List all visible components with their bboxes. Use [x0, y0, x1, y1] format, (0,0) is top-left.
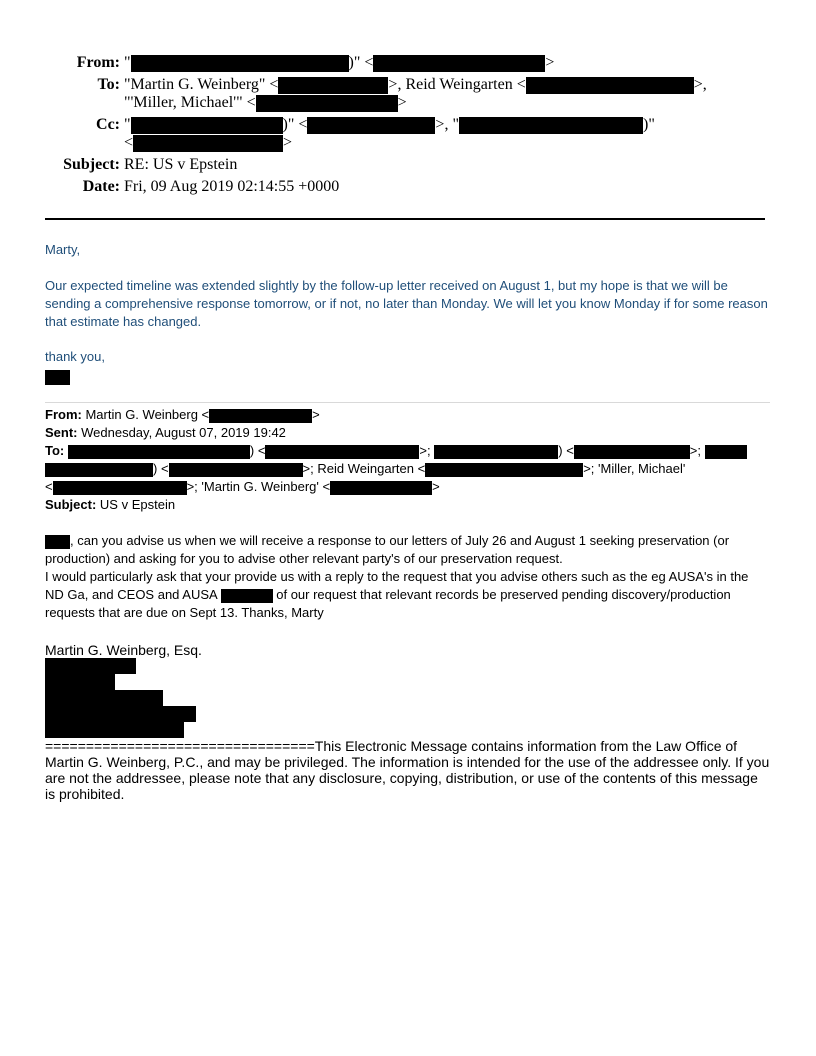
redaction	[425, 463, 583, 477]
quoted-separator	[45, 402, 770, 403]
quoted-from-name: Martin G. Weinberg	[85, 407, 198, 422]
cc-label: Cc:	[96, 116, 120, 133]
redaction	[53, 481, 187, 495]
quoted-to-name: 'Miller, Michael'	[598, 461, 686, 476]
quoted-to-line3: < >; 'Martin G. Weinberg' < >	[45, 479, 440, 494]
signature-redaction-block	[45, 658, 205, 738]
reply-closing: thank you,	[45, 349, 105, 364]
redaction	[574, 445, 690, 459]
redaction	[45, 674, 115, 690]
redaction	[45, 535, 70, 549]
quoted-sent-label: Sent:	[45, 425, 78, 440]
quoted-from-label: From:	[45, 407, 82, 422]
quoted-to-name: Reid Weingarten	[317, 461, 414, 476]
redaction	[131, 55, 349, 72]
to-value-line2: "'Miller, Michael'" < >	[124, 94, 407, 111]
redaction	[45, 722, 184, 738]
quoted-to-line1: To: ) < >; ) < >;	[45, 442, 747, 460]
quoted-subject	[45, 496, 175, 514]
quoted-to-line2: ) < >; Reid Weingarten < >; 'Miller, Michael'	[45, 460, 685, 478]
redaction	[373, 55, 545, 72]
quoted-sent	[45, 424, 286, 442]
from-value: " )" < >	[124, 54, 555, 71]
redaction	[256, 95, 398, 112]
redaction	[221, 589, 273, 603]
date-label: Date:	[82, 178, 120, 195]
quoted-sent-value: Wednesday, August 07, 2019 19:42	[81, 425, 286, 440]
redaction	[169, 463, 303, 477]
redaction	[45, 706, 196, 722]
redaction	[459, 117, 643, 134]
quoted-to-name: 'Martin G. Weinberg'	[201, 479, 319, 494]
redaction	[131, 117, 283, 134]
redaction	[133, 135, 283, 152]
redaction	[434, 445, 558, 459]
redaction	[307, 117, 435, 134]
signature-name: Martin G. Weinberg, Esq.	[45, 642, 202, 658]
quoted-subject-label: Subject:	[45, 497, 97, 512]
subject-value: RE: US v Epstein	[124, 156, 238, 173]
reply-body: Our expected timeline was extended slightly by the follow-up letter received on August 1, but my hope is that we will be sending a comprehensive response tomorrow, or if not, no later than Monday. We will let you know Monday if for some reason that estimate has changed.	[45, 278, 768, 329]
to-label: To:	[97, 76, 120, 93]
email-header	[0, 52, 816, 202]
from-label: From:	[76, 54, 120, 71]
to-name: "Martin G. Weinberg"	[124, 76, 266, 93]
redaction	[209, 409, 312, 423]
header-divider	[45, 218, 765, 220]
redaction	[45, 658, 136, 674]
reply-greeting: Marty,	[45, 242, 81, 257]
quoted-paragraph-1	[45, 532, 770, 568]
quoted-paragraph-2	[45, 568, 770, 622]
redaction	[278, 77, 388, 94]
redaction	[68, 445, 250, 459]
redaction	[705, 445, 747, 459]
date-value: Fri, 09 Aug 2019 02:14:55 +0000	[124, 178, 340, 195]
to-name: "'Miller, Michael'"	[124, 94, 243, 111]
quoted-to-label: To:	[45, 443, 65, 458]
quoted-paragraph-2-text-a: I would particularly ask that your provide us with a reply to the request that you advise others such as the eg AUSA's in the ND Ga, and CEOS and AUSA	[45, 569, 749, 602]
to-name: Reid Weingarten	[405, 76, 513, 93]
to-value-line1: "Martin G. Weinberg" < >, Reid Weingarten < >,	[124, 76, 707, 93]
disclaimer: =================================This Electronic Message contains information from the Law Office of Martin G. Weinberg, P.C., and may be privileged. The information is intended for the use of the addressee only. If you are not the addressee, please note that any disclosure, copying, distribution, or use of the contents of this message is prohibited.	[45, 738, 770, 802]
redaction	[45, 690, 163, 706]
quoted-from: From: Martin G. Weinberg < >	[45, 407, 320, 422]
quoted-paragraph-1-text: , can you advise us when we will receive a response to our letters of July 26 and August 1 seeking preservation (or production) and asking for you to advise other relevant party's of our preservation request.	[45, 533, 730, 566]
redaction	[45, 463, 153, 477]
redaction	[330, 481, 432, 495]
cc-value-line2: < >	[124, 134, 293, 151]
redaction	[265, 445, 419, 459]
redaction	[45, 370, 70, 385]
reply-signature-redaction	[45, 368, 70, 386]
subject-label: Subject:	[63, 156, 120, 173]
quoted-paragraph-2-text-b: of our request that relevant records be preserved pending discovery/production requests that are due on Sept 13. Thanks, Marty	[45, 587, 731, 620]
redaction	[526, 77, 694, 94]
cc-value-line1: " )" < >, " )"	[124, 116, 655, 133]
quoted-subject-value: US v Epstein	[99, 497, 176, 512]
